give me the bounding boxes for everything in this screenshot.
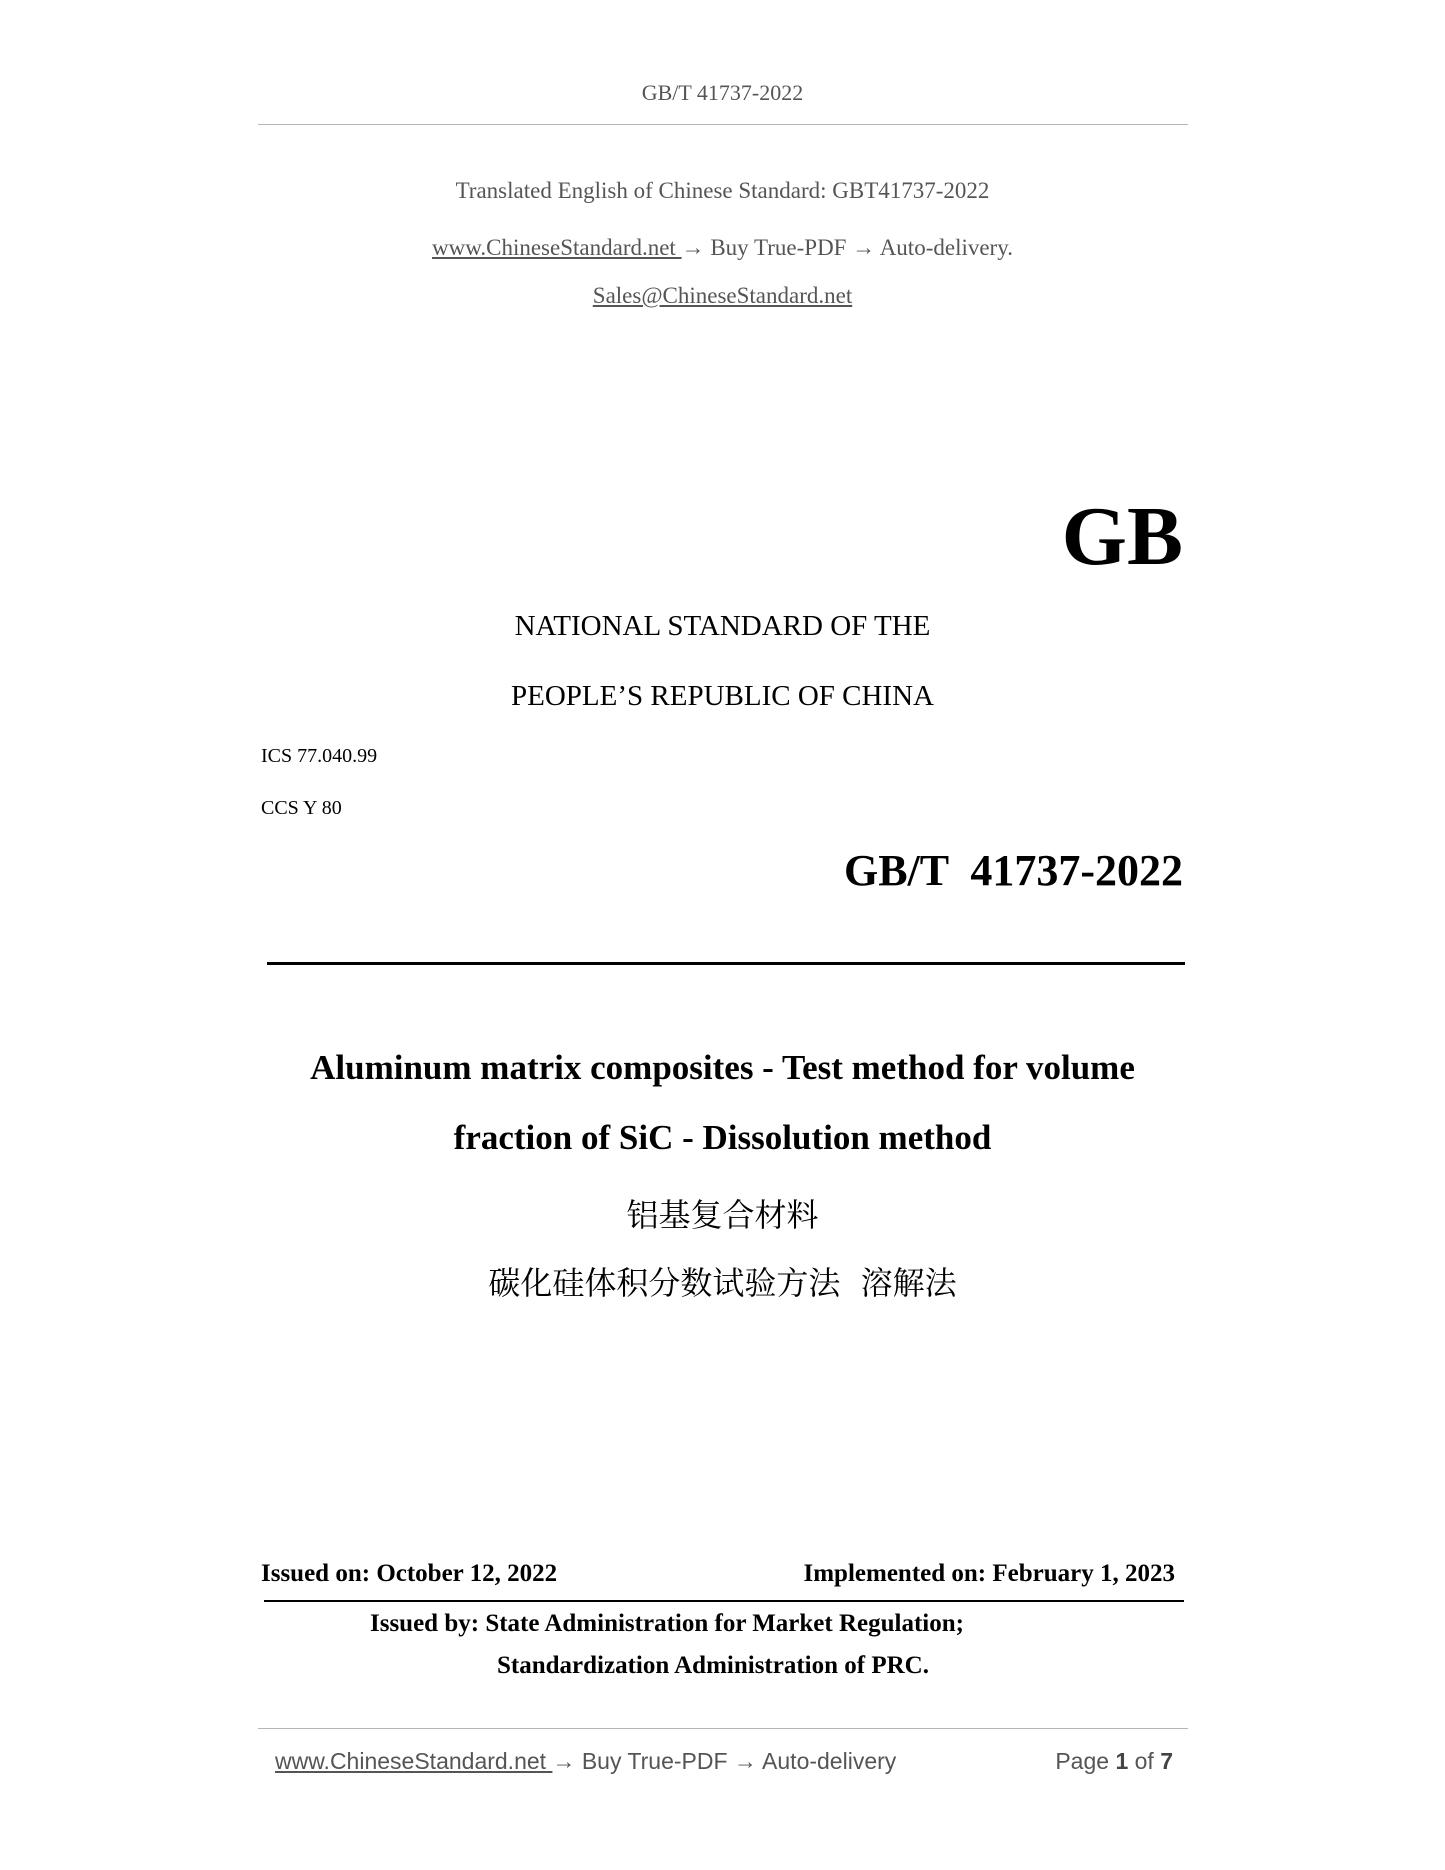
promo-text: → Buy True-PDF → Auto-delivery. <box>681 235 1013 260</box>
sales-line <box>0 283 1445 309</box>
implemented-on-date: Implemented on: February 1, 2023 <box>803 1560 1175 1587</box>
gb-logo: GB <box>1061 490 1183 583</box>
ics-code: ICS 77.040.99 <box>261 745 378 767</box>
national-standard-line1: NATIONAL STANDARD OF THE <box>514 610 931 642</box>
promo-line <box>0 235 1445 261</box>
header-divider <box>258 124 1188 125</box>
title-en-line1: Aluminum matrix composites - Test method for volume <box>310 1048 1135 1087</box>
title-en-line2: fraction of SiC - Dissolution method <box>453 1118 992 1157</box>
title-zh-line1: 铝基复合材料 <box>626 1196 819 1234</box>
ccs-code: CCS Y 80 <box>261 797 342 819</box>
title-zh-line2: 碳化硅体积分数试验方法 溶解法 <box>488 1264 957 1302</box>
footer-promo <box>275 1748 896 1775</box>
page-total: 7 <box>1160 1748 1173 1774</box>
national-standard-line2: PEOPLE’S REPUBLIC OF CHINA <box>511 680 934 712</box>
footer-site-link[interactable]: www.ChineseStandard.net <box>275 1748 553 1774</box>
running-header: GB/T 41737-2022 <box>641 80 804 105</box>
title-divider <box>267 962 1185 965</box>
issued-by-line1: Issued by: State Administration for Market Regulation; <box>370 1610 964 1637</box>
standard-number: GB/T 41737-2022 <box>843 846 1183 895</box>
page-indicator <box>1055 1748 1173 1775</box>
site-link[interactable]: www.ChineseStandard.net <box>432 235 682 260</box>
page-current: 1 <box>1115 1748 1129 1774</box>
of-word: of <box>1134 1748 1154 1774</box>
footer-divider <box>258 1728 1188 1729</box>
translated-notice: Translated English of Chinese Standard: GBT41737-2022 <box>455 178 990 203</box>
issued-on-date: Issued on: October 12, 2022 <box>261 1560 558 1587</box>
issued-by-line2: Standardization Administration of PRC. <box>497 1652 929 1679</box>
issue-divider <box>264 1600 1184 1602</box>
sales-email-link[interactable]: Sales@ChineseStandard.net <box>592 283 853 308</box>
footer-promo-text: → Buy True-PDF → Auto-delivery <box>552 1748 897 1774</box>
page-word: Page <box>1055 1748 1110 1774</box>
